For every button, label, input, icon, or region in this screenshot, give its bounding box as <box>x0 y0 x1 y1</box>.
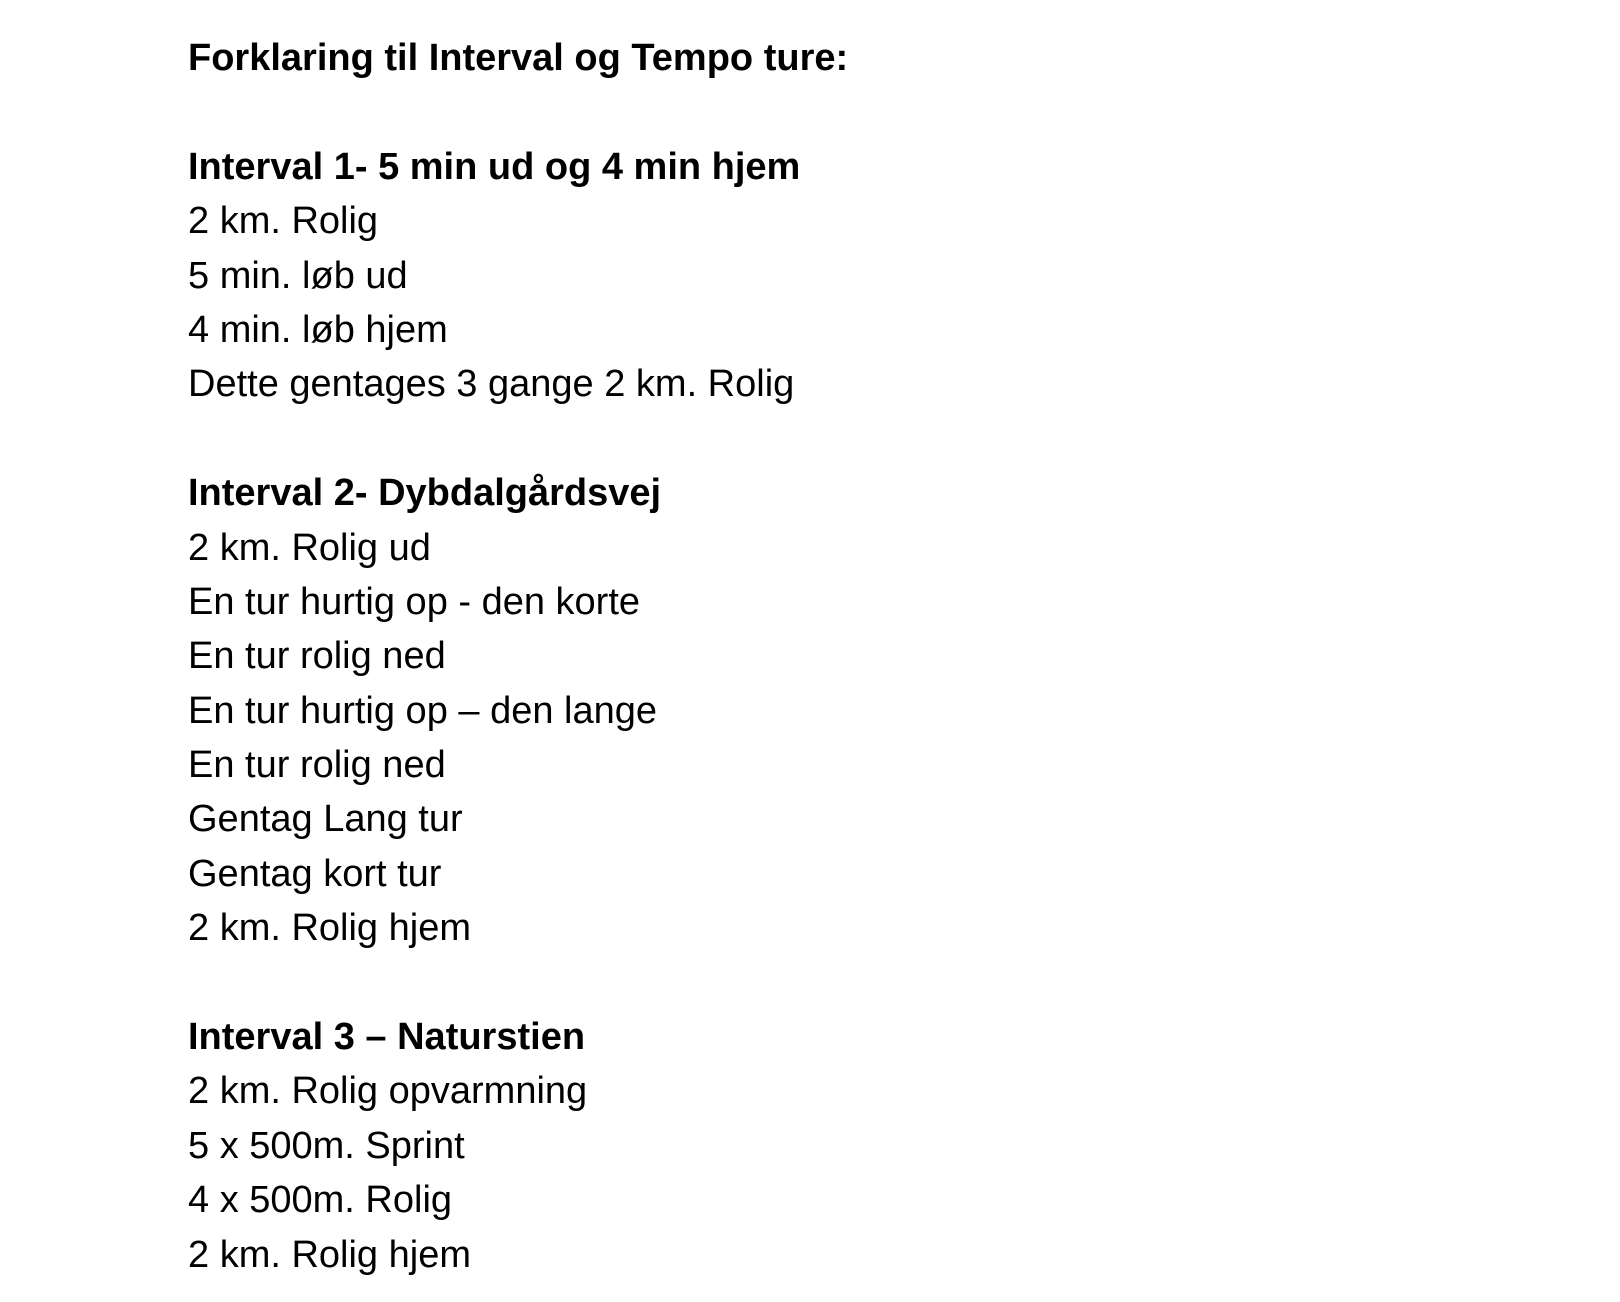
section-line: 2 km. Rolig hjem <box>188 907 471 950</box>
section-line: 2 km. Rolig <box>188 200 379 243</box>
section-line: 2 km. Rolig ud <box>188 526 431 569</box>
section-line: En tur rolig ned <box>188 744 446 787</box>
section-line: 2 km. Rolig opvarmning <box>188 1070 588 1113</box>
section-line: Gentag kort tur <box>188 852 442 895</box>
section-line: 4 x 500m. Rolig <box>188 1179 453 1222</box>
section-line: 5 x 500m. Sprint <box>188 1124 465 1167</box>
document-title: Forklaring til Interval og Tempo ture: <box>188 37 849 79</box>
section-interval-2 <box>188 466 848 956</box>
spacer <box>188 956 848 1010</box>
section-line: Dette gentages 3 gange 2 km. Rolig <box>188 363 795 406</box>
spacer <box>188 412 848 466</box>
section-heading: Interval 3 – Naturstien <box>188 1016 586 1059</box>
section-line: Gentag Lang tur <box>188 798 463 841</box>
section-interval-1 <box>188 140 848 412</box>
section-heading: Interval 1- 5 min ud og 4 min hjem <box>188 145 801 188</box>
section-line: 2 km. Rolig hjem <box>188 1233 471 1276</box>
section-line: En tur rolig ned <box>188 635 446 678</box>
section-line: En tur hurtig op – den lange <box>188 689 658 732</box>
section-line: 5 min. løb ud <box>188 254 408 297</box>
section-heading: Interval 2- Dybdalgårdsvej <box>188 472 662 515</box>
spacer <box>188 85 848 139</box>
section-line: En tur hurtig op - den korte <box>188 580 641 623</box>
document-body <box>188 31 848 1282</box>
section-interval-3 <box>188 1010 848 1282</box>
section-line: 4 min. løb hjem <box>188 308 448 351</box>
